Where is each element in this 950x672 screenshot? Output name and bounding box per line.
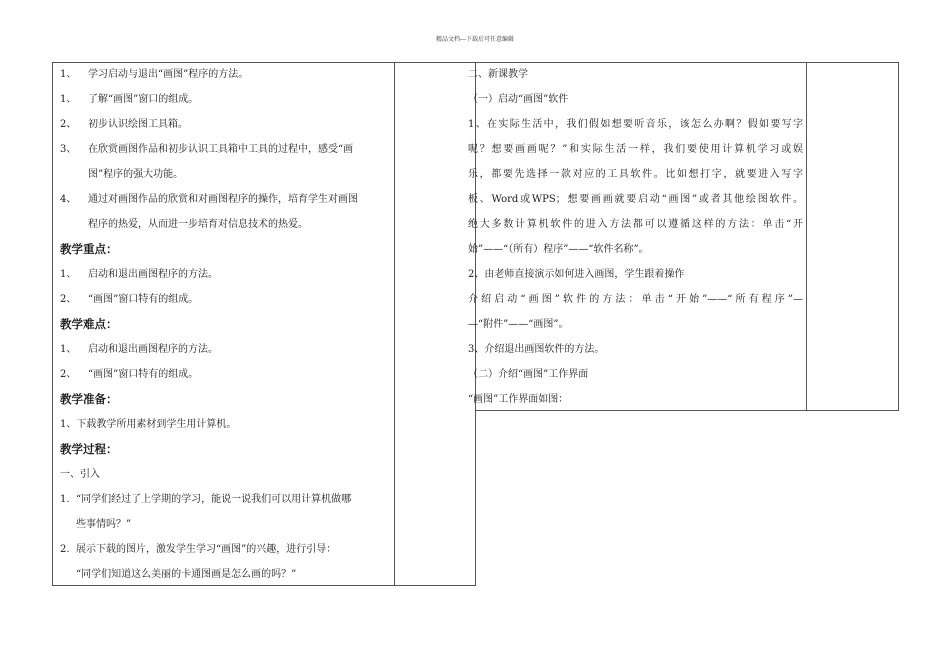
right-column-content <box>468 62 803 412</box>
paragraph-line: 1、在实际生活中，我们假如想要听音乐，该怎么办啊？假如要写字 <box>468 119 803 130</box>
preparation-item: 1、下载教学所用素材到学生用计算机。 <box>60 419 237 430</box>
objective-item: 1、 了解“画图”窗口的组成。 <box>60 94 199 105</box>
objective-item: 3、 在欣赏画图作品和初步认识工具箱中工具的过程中，感受“画 <box>60 144 354 155</box>
key-point-item: 2、 “画图”窗口特有的组成。 <box>60 294 199 305</box>
key-point-item: 1、 启动和退出画图程序的方法。 <box>60 269 218 280</box>
paragraph-line: 绝大多数计算机软件的进入方法都可以遵循这样的方法：单击“开 <box>468 219 803 230</box>
objective-item: 4、 通过对画图作品的欣赏和对画图程序的操作，培育学生对画图 <box>60 194 358 205</box>
subsection-title: （二）介绍“画图”工作界面 <box>468 369 589 380</box>
difficulty-item: 1、 启动和退出画图程序的方法。 <box>60 344 218 355</box>
right-table-column-divider <box>806 63 807 410</box>
difficulties-heading: 教学难点： <box>60 317 118 331</box>
paragraph-line: 介绍启动“画图”软件的方法：单击“开始”——“所有程序”— <box>468 294 803 305</box>
intro-title: 一、引入 <box>60 469 100 480</box>
intro-item: 1. “同学们经过了上学期的学习，能说一说我们可以用计算机做哪 <box>60 494 352 505</box>
paragraph-line: 呢？想要画画呢？”和实际生活一样，我们要使用计算机学习或娱 <box>468 144 803 155</box>
objective-item-continued: 图”程序的强大功能。 <box>88 169 184 180</box>
paragraph-line: 2、由老师直接演示如何进入画图，学生跟着操作 <box>468 269 685 280</box>
objective-item: 2、 初步认识绘图工具箱。 <box>60 119 188 130</box>
intro-item-continued: “同学们知道这么美丽的卡通图画是怎么画的吗？” <box>76 569 297 580</box>
process-heading: 教学过程： <box>60 442 118 456</box>
paragraph-line: 乐，都要先选择一款对应的工具软件。比如想打字，就要进入写字 <box>468 169 803 180</box>
intro-item-continued: 些事情吗？” <box>76 519 132 530</box>
paragraph-line: 始”——“（所有）程序”——“软件名称”。 <box>468 244 649 255</box>
intro-item: 2. 展示下载的图片，激发学生学习“画图”的兴趣，进行引导： <box>60 544 337 555</box>
key-points-heading: 教学重点： <box>60 242 118 256</box>
paragraph-line: “画图”工作界面如图： <box>468 394 569 405</box>
objective-item: 1、 学习启动与退出“画图”程序的方法。 <box>60 69 249 80</box>
paragraph-line: 3、介绍退出画图软件的方法。 <box>468 344 605 355</box>
objective-item-continued: 程序的热爱，从而进一步培育对信息技术的热爱。 <box>88 219 308 230</box>
paragraph-line: 板、Word或WPS；想要画画就要启动“画图”或者其他绘图软件。 <box>468 194 803 205</box>
difficulty-item: 2、 “画图”窗口特有的组成。 <box>60 369 199 380</box>
header-note: 精品文档---下载后可任意编辑 <box>435 36 515 43</box>
paragraph-line: —“附件”——“画图”。 <box>468 319 569 330</box>
preparation-heading: 教学准备： <box>60 392 118 406</box>
left-column-content <box>60 62 395 587</box>
section-title: 二、新课教学 <box>468 69 528 80</box>
subsection-title: （一）启动“画图”软件 <box>468 94 569 105</box>
